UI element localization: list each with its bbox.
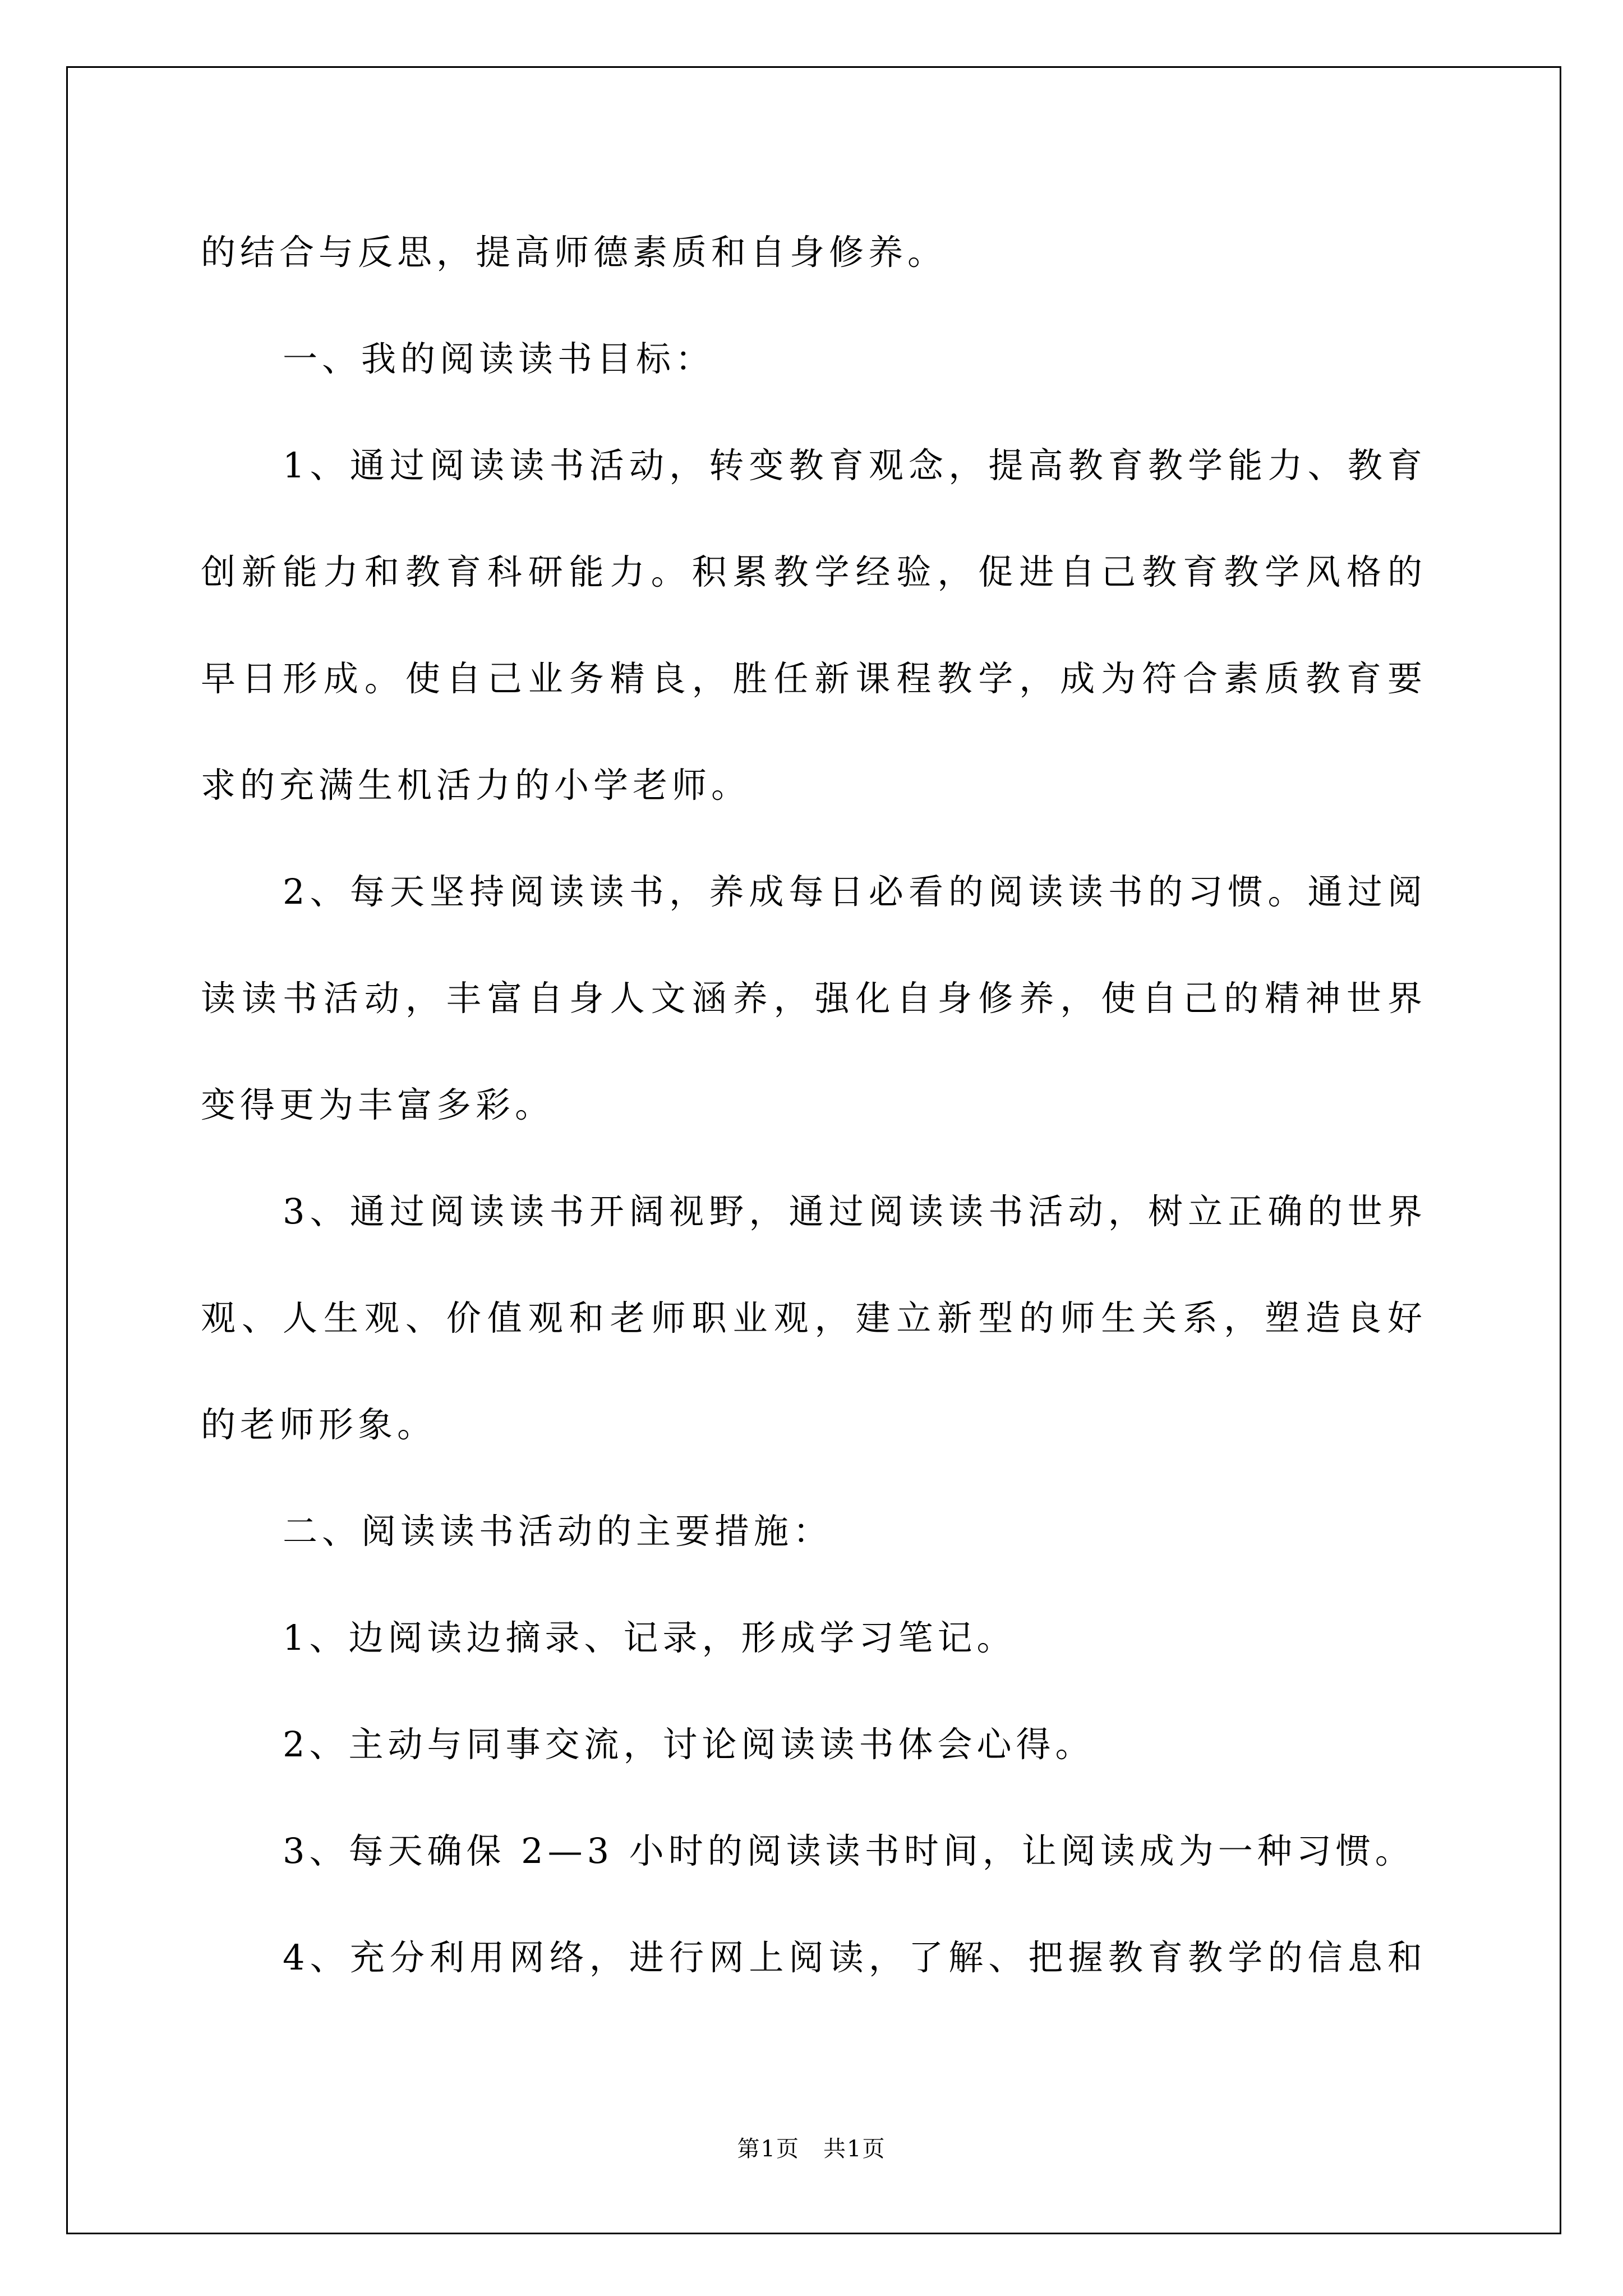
document-body — [201, 199, 1427, 2011]
paragraph-line: 的老师形象。 — [201, 1404, 437, 1445]
paragraph-line: 2、每天坚持阅读读书，养成每日必看的阅读读书的习惯。通过阅 — [283, 871, 1427, 912]
paragraph-line: 早日形成。使自己业务精良，胜任新课程教学，成为符合素质教育要 — [201, 658, 1427, 699]
list-item: 4、充分利用网络，进行网上阅读，了解、把握教育教学的信息和 — [283, 1937, 1427, 1978]
section-heading: 二、阅读读书活动的主要措施： — [283, 1511, 833, 1552]
paragraph-line: 创新能力和教育科研能力。积累教学经验，促进自己教育教学风格的 — [201, 551, 1427, 592]
list-item: 3、每天确保 2—3 小时的阅读读书时间，让阅读成为一种习惯。 — [283, 1830, 1414, 1871]
paragraph-line: 变得更为丰富多彩。 — [201, 1084, 555, 1125]
paragraph-line: 1、通过阅读读书活动，转变教育观念，提高教育教学能力、教育 — [283, 445, 1427, 486]
section-heading: 一、我的阅读读书目标： — [283, 338, 715, 379]
page-footer: 第1页 共1页 — [737, 2136, 886, 2162]
paragraph-line: 求的充满生机活力的小学老师。 — [201, 765, 751, 806]
paragraph-line: 观、人生观、价值观和老师职业观，建立新型的师生关系，塑造良好 — [201, 1297, 1427, 1338]
paragraph-line: 3、通过阅读读书开阔视野，通过阅读读书活动，树立正确的世界 — [283, 1191, 1427, 1232]
list-item: 1、边阅读边摘录、记录，形成学习笔记。 — [283, 1617, 1016, 1658]
paragraph-line: 的结合与反思，提高师德素质和自身修养。 — [201, 232, 947, 273]
paragraph-line: 读读书活动，丰富自身人文涵养，强化自身修养，使自己的精神世界 — [201, 978, 1427, 1019]
list-item: 2、主动与同事交流，讨论阅读读书体会心得。 — [283, 1724, 1095, 1765]
